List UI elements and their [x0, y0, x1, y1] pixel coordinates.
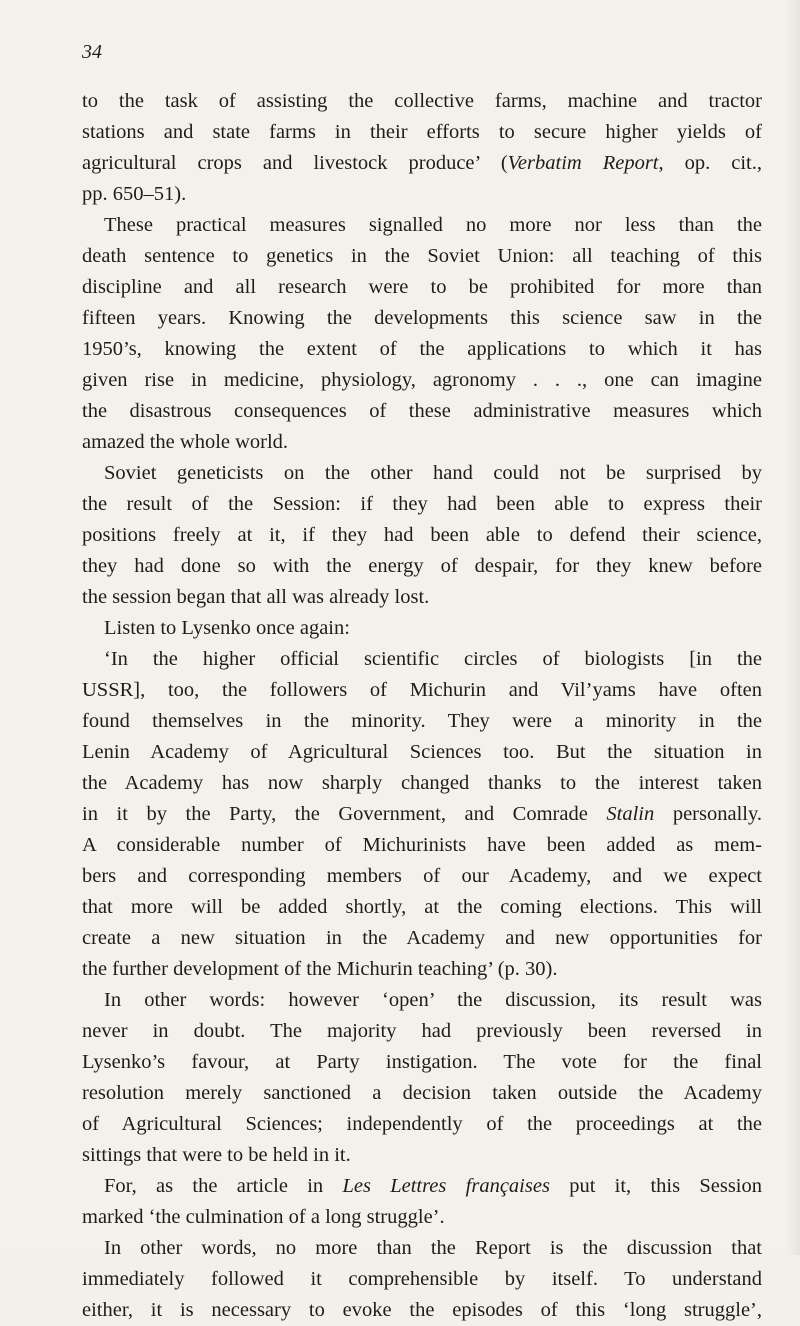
- text-line: 1950’s, knowing the extent of the applications to which it has: [82, 338, 762, 360]
- text-line: death sentence to genetics in the Soviet Union: all teaching of this: [82, 245, 762, 267]
- text-line: ‘In the higher official scientific circles of biologists [in the: [104, 648, 762, 670]
- text-line: A considerable number of Michurinists have been added as mem-: [82, 834, 762, 856]
- text-line: given rise in medicine, physiology, agronomy . . ., one can imagine: [82, 369, 762, 391]
- text-line: never in doubt. The majority had previously been reversed in: [82, 1020, 762, 1042]
- text-line: the further development of the Michurin teaching’ (p. 30).: [82, 958, 558, 980]
- text-line: of Agricultural Sciences; independently of the proceedings at the: [82, 1113, 762, 1135]
- text-line: stations and state farms in their efforts to secure higher yields of: [82, 121, 762, 143]
- text-line: fifteen years. Knowing the developments this science saw in the: [82, 307, 762, 329]
- text-line: Lysenko’s favour, at Party instigation. The vote for the final: [82, 1051, 762, 1073]
- text-line: bers and corresponding members of our Academy, and we expect: [82, 865, 762, 887]
- text-line: that more will be added shortly, at the coming elections. This will: [82, 896, 762, 918]
- text-line: create a new situation in the Academy and new opportunities for: [82, 927, 762, 949]
- text-line: in it by the Party, the Government, and Comrade Stalin personally.: [82, 803, 762, 825]
- text-line: the Academy has now sharply changed thanks to the interest taken: [82, 772, 762, 794]
- text-line: In other words: however ‘open’ the discussion, its result was: [104, 989, 762, 1011]
- text-line: These practical measures signalled no more nor less than the: [104, 214, 762, 236]
- text-line: Listen to Lysenko once again:: [104, 617, 350, 639]
- text-line: pp. 650–51).: [82, 183, 187, 205]
- text-line: Lenin Academy of Agricultural Sciences too. But the situation in: [82, 741, 762, 763]
- text-line: discipline and all research were to be prohibited for more than: [82, 276, 762, 298]
- text-line: agricultural crops and livestock produce’ (Verbatim Report, op. cit.,: [82, 152, 762, 174]
- text-line: the session began that all was already lost.: [82, 586, 430, 608]
- text-line: Soviet geneticists on the other hand could not be surprised by: [104, 462, 762, 484]
- text-line: they had done so with the energy of despair, for they knew before: [82, 555, 762, 577]
- text-line: the result of the Session: if they had been able to express their: [82, 493, 762, 515]
- text-line: sittings that were to be held in it.: [82, 1144, 351, 1166]
- body-text: [82, 86, 762, 1326]
- page-number: 34: [82, 41, 102, 63]
- text-line: immediately followed it comprehensible by itself. To understand: [82, 1268, 762, 1290]
- text-line: positions freely at it, if they had been able to defend their science,: [82, 524, 762, 546]
- text-line: the disastrous consequences of these administrative measures which: [82, 400, 762, 422]
- text-line: amazed the whole world.: [82, 431, 289, 453]
- text-line: In other words, no more than the Report is the discussion that: [104, 1237, 762, 1259]
- page-edge-shadow: [786, 0, 800, 1255]
- text-line: to the task of assisting the collective farms, machine and tractor: [82, 90, 762, 112]
- text-line: marked ‘the culmination of a long struggle’.: [82, 1206, 445, 1228]
- text-line: USSR], too, the followers of Michurin and Vil’yams have often: [82, 679, 762, 701]
- text-line: found themselves in the minority. They were a minority in the: [82, 710, 762, 732]
- text-line: resolution merely sanctioned a decision taken outside the Academy: [82, 1082, 762, 1104]
- text-line: For, as the article in Les Lettres françaises put it, this Session: [104, 1175, 763, 1197]
- text-line: either, it is necessary to evoke the episodes of this ‘long struggle’,: [82, 1299, 762, 1321]
